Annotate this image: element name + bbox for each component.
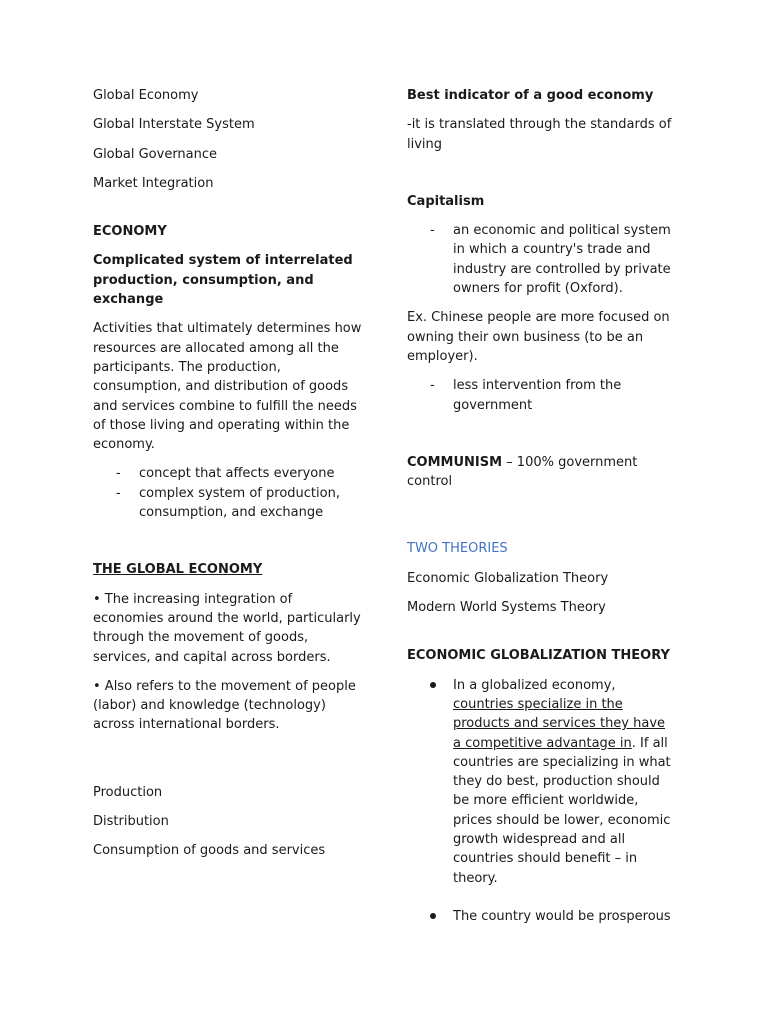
dash-marker: - [430, 378, 435, 394]
global-economy-paragraph-1: • The increasing integration of economies around the world, particularly through the movement of goods, services, and capital across borders. [93, 591, 361, 665]
dash-marker: - [116, 485, 121, 501]
two-theories-heading: TWO THEORIES [407, 541, 508, 557]
egt-bullet-list [407, 676, 672, 927]
list-item-text: concept that affects everyone [139, 466, 335, 482]
dash-marker: - [116, 466, 121, 482]
dash-marker: - [430, 223, 435, 239]
egt-heading: ECONOMIC GLOBALIZATION THEORY [407, 648, 670, 664]
bullet-dot [430, 913, 436, 919]
capitalism-example: Ex. Chinese people are more focused on owning their own business (to be an employer). [407, 310, 670, 364]
list-item [407, 376, 672, 415]
activity-distribution: Distribution [93, 814, 169, 830]
communism-line [407, 453, 672, 492]
egt-bullet-2: The country would be prosperous [453, 908, 671, 924]
activity-consumption: Consumption of goods and services [93, 843, 326, 859]
topic-global-interstate-system: Global Interstate System [93, 117, 255, 133]
economy-points-list [93, 464, 365, 522]
topic-market-integration: Market Integration [93, 175, 214, 191]
list-item [93, 484, 365, 523]
economy-paragraph: Activities that ultimately determines how resources are allocated among all the participants. The production, consumption, and distribution of goods and services combine to fulfill the needs of those living and operating within the economy. [93, 321, 362, 453]
economy-definition: Complicated system of interrelated production, consumption, and exchange [93, 253, 353, 308]
right-column [407, 86, 672, 945]
global-economy-paragraph-2: • Also refers to the movement of people (labor) and knowledge (technology) across international borders. [93, 678, 356, 733]
theory-modern-world-systems: Modern World Systems Theory [407, 600, 606, 616]
list-item [407, 907, 672, 926]
capitalism-definition-list [407, 221, 672, 298]
list-item [407, 676, 672, 888]
indicator-heading: Best indicator of a good economy [407, 88, 654, 103]
egt-bullet-1-suffix: . If all countries are specializing in what they do best, production should be more efficient worldwide, prices should be lower, economic growth widespread and all countries should benefit – in theory. [453, 735, 671, 886]
list-item [407, 221, 672, 298]
list-item-text: complex system of production, consumption, and exchange [139, 485, 340, 521]
capitalism-points-list [407, 376, 672, 415]
communism-text: – 100% government control [407, 454, 638, 490]
list-item [93, 464, 365, 483]
topic-global-governance: Global Governance [93, 146, 218, 162]
bullet-dot [430, 682, 436, 688]
capitalism-point: less intervention from the government [453, 378, 622, 413]
capitalism-definition: an economic and political system in which a country's trade and industry are controlled by private owners for profit (Oxford). [453, 223, 671, 297]
egt-bullet-1-underlined: countries specialize in the products and services they have a competitive advantage in [453, 696, 666, 751]
topic-global-economy: Global Economy [93, 88, 199, 103]
indicator-text: -it is translated through the standards of living [407, 117, 672, 152]
theory-economic-globalization: Economic Globalization Theory [407, 570, 609, 586]
capitalism-heading: Capitalism [407, 193, 485, 209]
egt-bullet-1-prefix: In a globalized economy, [453, 677, 616, 693]
global-economy-heading: THE GLOBAL ECONOMY [93, 562, 263, 578]
economy-heading: ECONOMY [93, 224, 167, 240]
left-column [93, 86, 365, 871]
communism-term: COMMUNISM [407, 454, 503, 470]
activity-production: Production [93, 784, 163, 800]
